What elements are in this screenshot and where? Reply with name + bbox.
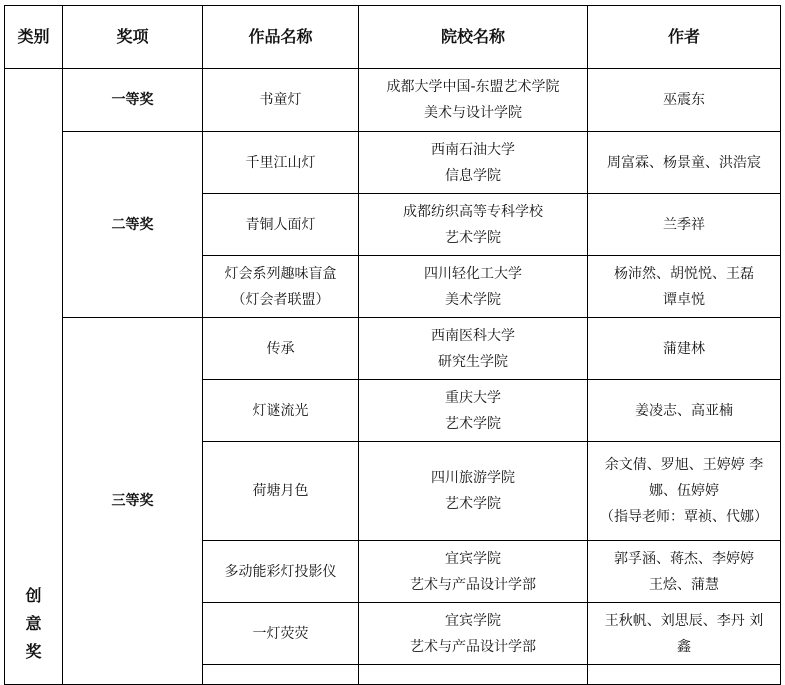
author-name: 蒲建林 [588,318,781,380]
school-name: 西南医科大学 研究生学院 [359,318,588,380]
work-cell-empty [359,665,588,685]
author-name: 周富霖、杨景童、洪浩宸 [588,132,781,194]
award-second: 二等奖 [63,132,203,318]
author-name: 兰季祥 [588,194,781,256]
category-char: 创 [25,586,42,605]
table-row [5,132,781,194]
category-cell [5,69,63,685]
work-name: 传承 [203,318,359,380]
school-name: 宜宾学院 艺术与产品设计学部 [359,541,588,603]
work-name: 灯谜流光 [203,380,359,442]
work-name: 一灯荧荧 [203,603,359,665]
work-name: 荷塘月色 [203,442,359,541]
school-name: 重庆大学 艺术学院 [359,380,588,442]
table-row [5,318,781,380]
header-author: 作者 [588,6,781,69]
author-name: 姜凌志、高亚楠 [588,380,781,442]
work-name: 灯会系列趣味盲盒 （灯会者联盟） [203,256,359,318]
award-first: 一等奖 [63,69,203,132]
school-name: 成都纺织高等专科学校 艺术学院 [359,194,588,256]
header-row [5,6,781,69]
table-row [5,69,781,132]
header-award: 奖项 [63,6,203,69]
author-name: 王秋帆、刘思辰、李丹 刘 鑫 [588,603,781,665]
award-third: 三等奖 [63,318,203,685]
work-name: 多动能彩灯投影仪 [203,541,359,603]
header-category: 类别 [5,6,63,69]
author-name: 巫震东 [588,69,781,132]
award-cell-empty [203,665,359,685]
header-school: 院校名称 [359,6,588,69]
work-name: 千里江山灯 [203,132,359,194]
category-char: 意 [25,614,42,633]
author-name: 余文倩、罗旭、王婷婷 李 娜、伍婷婷 （指导老师：覃祯、代娜） [588,442,781,541]
school-name: 成都大学中国-东盟艺术学院 美术与设计学院 [359,69,588,132]
work-name: 书童灯 [203,69,359,132]
author-name: 杨沛然、胡悦悦、王磊 谭卓悦 [588,256,781,318]
work-name: 青铜人面灯 [203,194,359,256]
school-name: 宜宾学院 艺术与产品设计学部 [359,603,588,665]
school-name: 西南石油大学 信息学院 [359,132,588,194]
category-char: 奖 [25,642,42,661]
school-name: 四川轻化工大学 美术学院 [359,256,588,318]
awards-table [4,5,781,685]
school-cell-empty [588,665,781,685]
school-name: 四川旅游学院 艺术学院 [359,442,588,541]
author-name: 郭孚涵、蒋杰、李婷婷 王烩、蒲慧 [588,541,781,603]
header-work: 作品名称 [203,6,359,69]
